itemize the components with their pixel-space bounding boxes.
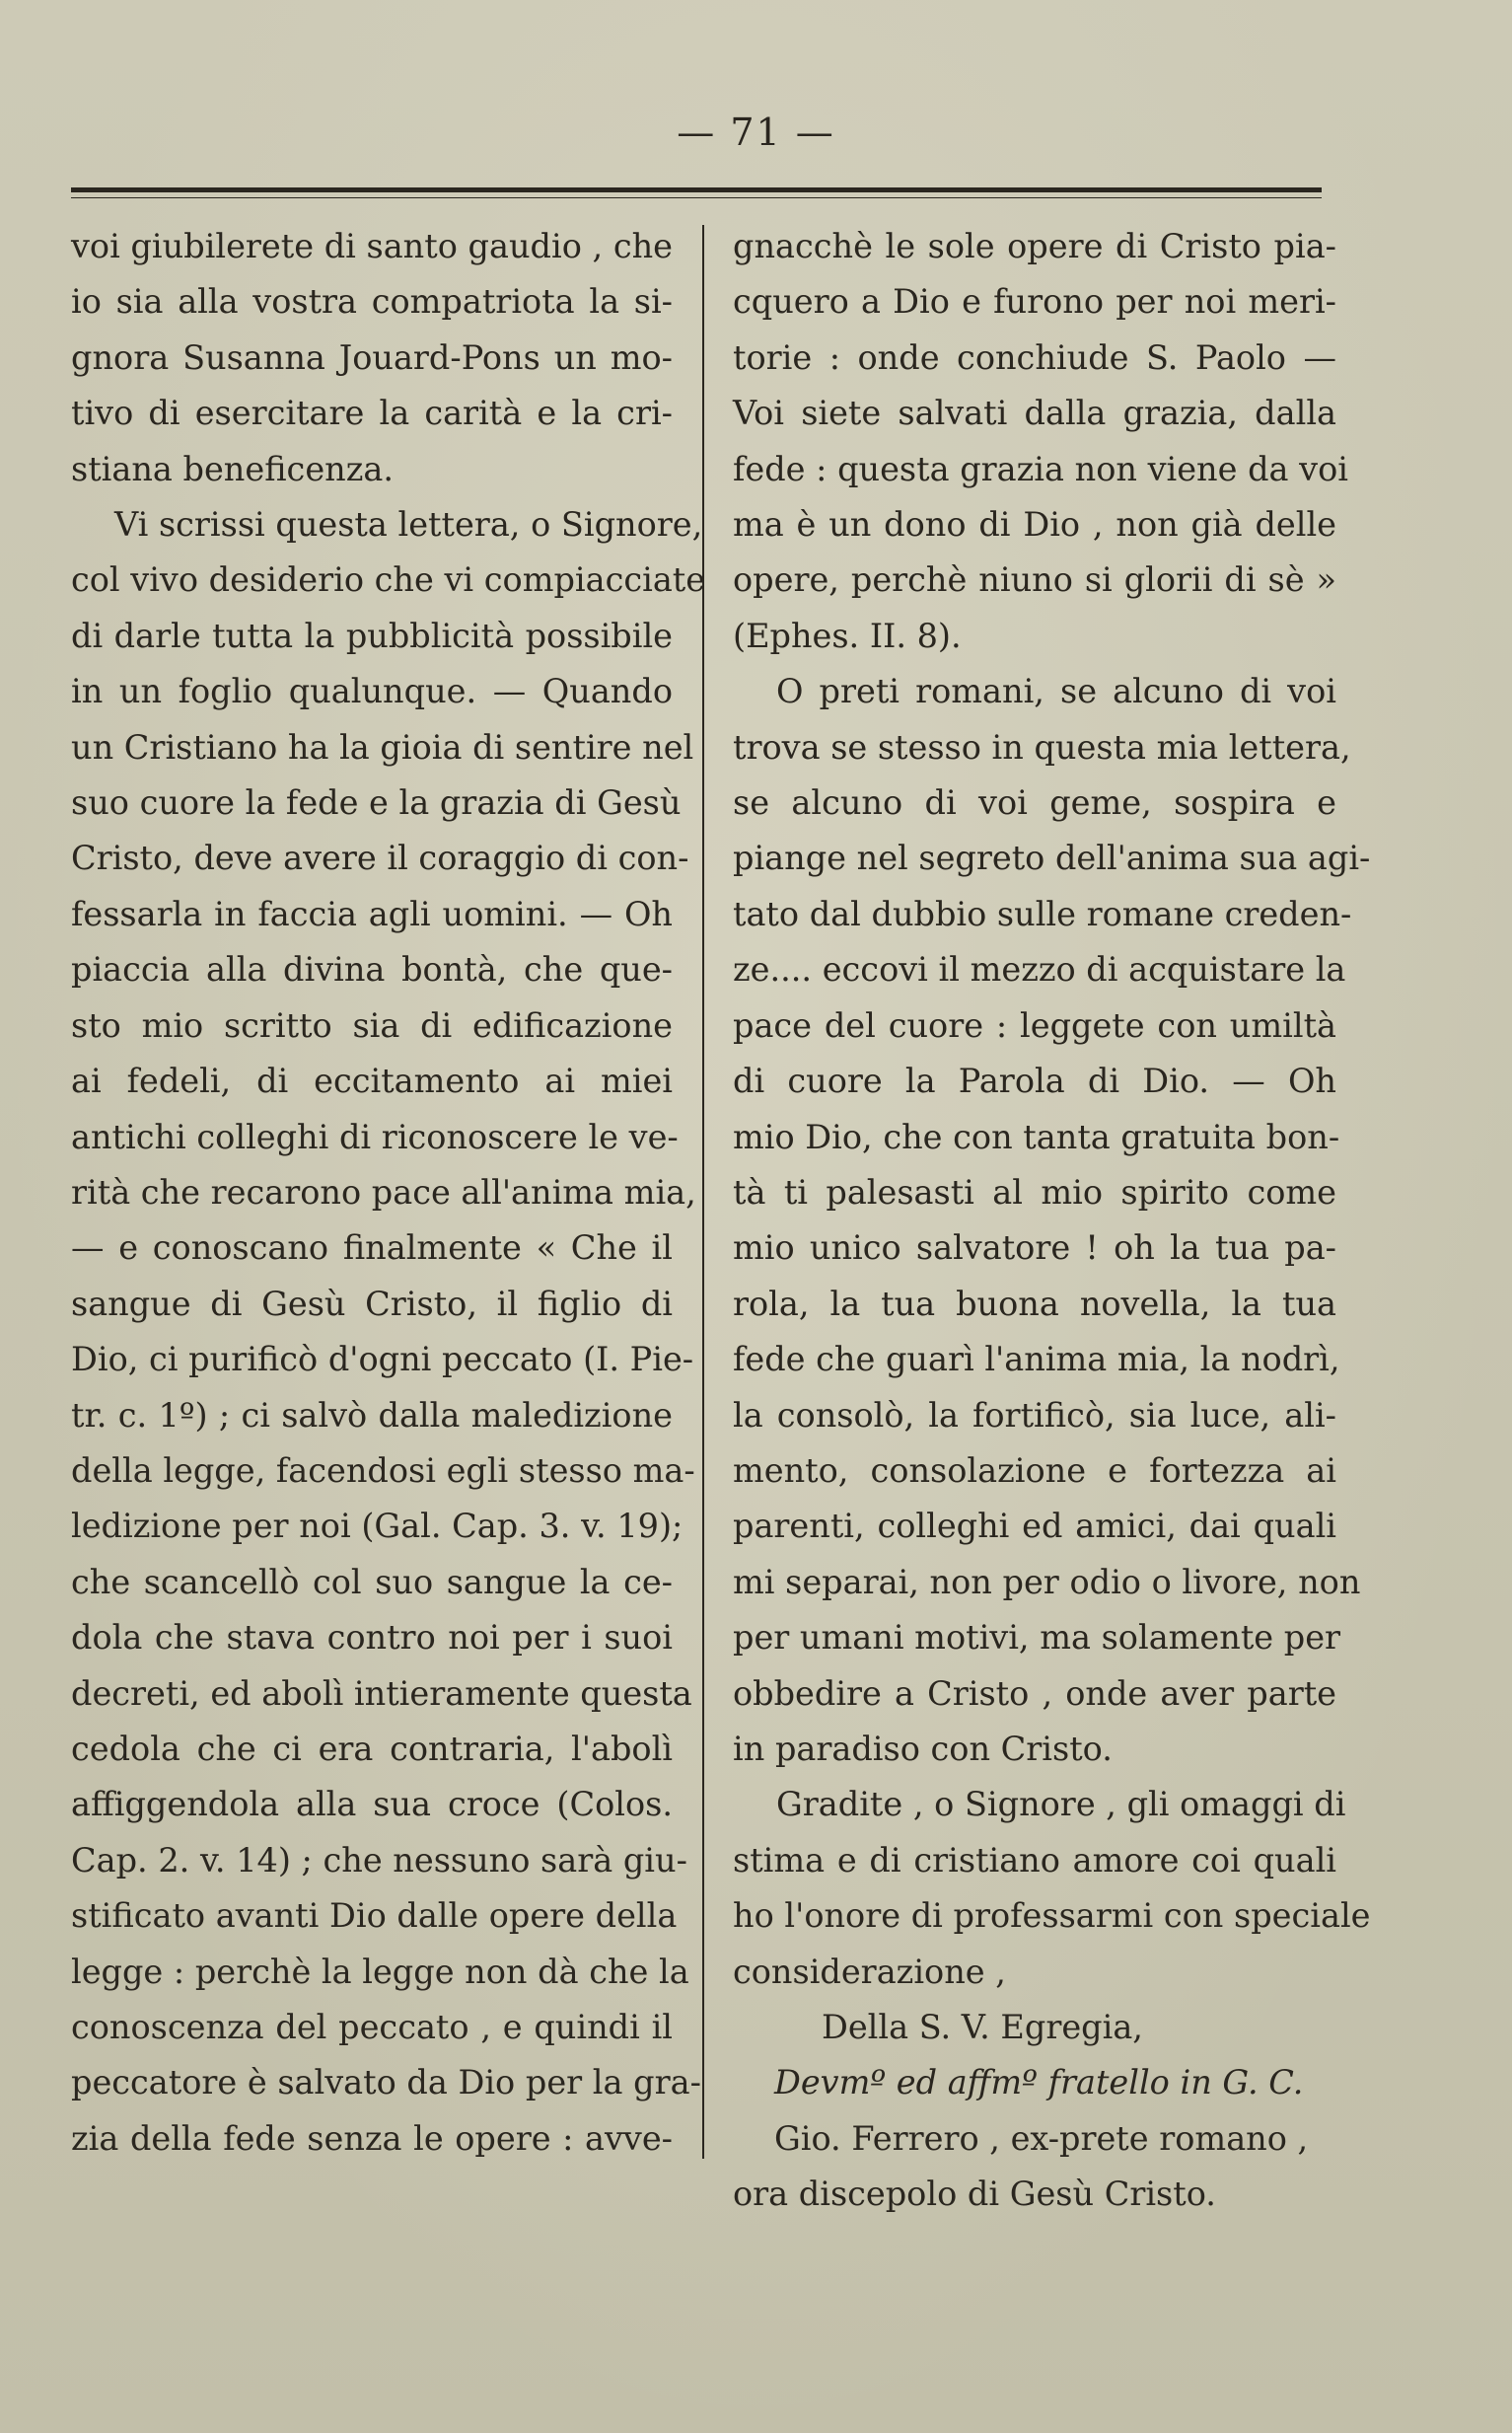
text-line: ai fedeli, di eccitamento ai miei — [71, 1062, 673, 1101]
text-line: fessarla in faccia agli uomini. — Oh — [71, 894, 673, 933]
text-line: Cristo, deve avere il coraggio di con- — [71, 839, 689, 878]
text-line: di cuore la Parola di Dio. — Oh — [733, 1062, 1336, 1101]
text-line: Vi scrissi questa lettera, o Signore, — [114, 505, 703, 545]
text-line: un Cristiano ha la gioia di sentire nel — [71, 727, 694, 767]
header-rule — [71, 187, 1322, 192]
text-line: che scancellò col suo sangue la ce- — [71, 1562, 673, 1601]
text-line: fede : questa grazia non viene da voi — [733, 449, 1348, 488]
text-line: conoscenza del peccato , e quindi il — [71, 2008, 673, 2046]
text-line: Voi siete salvati dalla grazia, dalla — [733, 394, 1336, 433]
text-line: stima e di cristiano amore coi quali — [733, 1840, 1336, 1880]
text-line: tato dal dubbio sulle romane creden- — [733, 894, 1352, 933]
text-line: voi giubilerete di santo gaudio , che — [71, 227, 673, 265]
text-line: ho l'onore di professarmi con speciale — [733, 1896, 1371, 1936]
text-line: zia della fede senza le opere : avve- — [71, 2118, 673, 2158]
text-line: ze.... eccovi il mezzo di acquistare la — [733, 950, 1346, 990]
text-line: della legge, facendosi egli stesso ma- — [71, 1450, 695, 1490]
text-line: stiana beneficenza. — [71, 449, 394, 488]
text-line: mento, consolazione e fortezza ai — [733, 1450, 1336, 1490]
text-line: ledizione per noi (Gal. Cap. 3. v. 19); — [71, 1507, 684, 1546]
text-line: piange nel segreto dell'anima sua agi- — [733, 839, 1371, 878]
text-line: cquero a Dio e furono per noi meri- — [733, 282, 1336, 322]
text-line: fede che guarì l'anima mia, la nodrì, — [733, 1340, 1340, 1379]
text-line: mio unico salvatore ! oh la tua pa- — [733, 1228, 1336, 1268]
text-line: gnacchè le sole opere di Cristo pia- — [733, 227, 1336, 265]
text-line: se alcuno di voi geme, sospira e — [733, 783, 1336, 823]
text-line: Gradite , o Signore , gli omaggi di — [776, 1785, 1346, 1824]
signature-name: Gio. Ferrero , ex-prete romano , — [774, 2118, 1309, 2158]
text-line: legge : perchè la legge non dà che la — [71, 1952, 689, 1991]
text-line: gnora Susanna Jouard-Pons un mo- — [71, 337, 673, 377]
text-line: suo cuore la fede e la grazia di Gesù — [71, 783, 682, 823]
text-line: decreti, ed abolì intieramente questa — [71, 1673, 692, 1713]
text-line: la consolò, la fortificò, sia luce, ali- — [733, 1395, 1336, 1435]
text-line: di darle tutta la pubblicità possibile — [71, 616, 673, 655]
text-line: trova se stesso in questa mia lettera, — [733, 727, 1351, 767]
text-line: per umani motivi, ma solamente per — [733, 1618, 1341, 1658]
text-line: mio Dio, che con tanta gratuita bon- — [733, 1117, 1340, 1156]
text-line: in un foglio qualunque. — Quando — [71, 672, 673, 711]
text-line: affiggendola alla sua croce (Colos. — [71, 1785, 673, 1824]
text-line: dola che stava contro noi per i suoi — [71, 1618, 673, 1658]
text-line: tivo di esercitare la carità e la cri- — [71, 394, 673, 433]
text-line: torie : onde conchiude S. Paolo — — [733, 337, 1336, 377]
text-line: pace del cuore : leggete con umiltà — [733, 1005, 1336, 1045]
right-column — [733, 219, 1371, 2223]
text-line: col vivo desiderio che vi compiacciate — [71, 560, 706, 600]
text-line: — e conoscano finalmente « Che il — [71, 1228, 673, 1268]
text-line: ma è un dono di Dio , non già delle — [733, 505, 1336, 545]
text-line: Cap. 2. v. 14) ; che nessuno sarà giu- — [71, 1840, 687, 1880]
text-line: opere, perchè niuno si glorii di sè » — [733, 560, 1336, 600]
text-line: sangue di Gesù Cristo, il figlio di — [71, 1284, 673, 1323]
text-line: obbedire a Cristo , onde aver parte — [733, 1673, 1336, 1713]
text-line: in paradiso con Cristo. — [733, 1729, 1113, 1768]
text-line: tr. c. 1º) ; ci salvò dalla maledizione — [71, 1395, 673, 1435]
signature-title: ora discepolo di Gesù Cristo. — [733, 2175, 1216, 2214]
text-line: sto mio scritto sia di edificazione — [71, 1005, 673, 1045]
column-divider — [702, 225, 704, 2159]
text-line: antichi colleghi di riconoscere le ve- — [71, 1117, 679, 1156]
text-line: io sia alla vostra compatriota la si- — [71, 282, 673, 322]
text-line: tà ti palesasti al mio spirito come — [733, 1172, 1336, 1212]
text-line: cedola che ci era contraria, l'abolì — [71, 1729, 673, 1768]
left-column — [71, 219, 706, 2167]
text-line: O preti romani, se alcuno di voi — [776, 672, 1336, 711]
text-line: piaccia alla divina bontà, che que- — [71, 950, 673, 990]
text-line: parenti, colleghi ed amici, dai quali — [733, 1507, 1336, 1546]
text-line: considerazione , — [733, 1952, 1006, 1991]
text-line: rità che recarono pace all'anima mia, — [71, 1172, 696, 1212]
text-line: mi separai, non per odio o livore, non — [733, 1562, 1361, 1601]
text-line: stificato avanti Dio dalle opere della — [71, 1896, 678, 1936]
text-line: peccatore è salvato da Dio per la gra- — [71, 2063, 701, 2102]
text-line: Dio, ci purificò d'ogni peccato (I. Pie- — [71, 1340, 694, 1379]
text-line: (Ephes. II. 8). — [733, 616, 962, 655]
text-line: rola, la tua buona novella, la tua — [733, 1284, 1336, 1323]
closing-salutation: Della S. V. Egregia, — [822, 2008, 1143, 2046]
header-rule-thin — [71, 197, 1322, 198]
page-number: — 71 — — [677, 111, 835, 154]
signature-formula: Devmº ed affmº fratello in G. C. — [774, 2063, 1304, 2102]
